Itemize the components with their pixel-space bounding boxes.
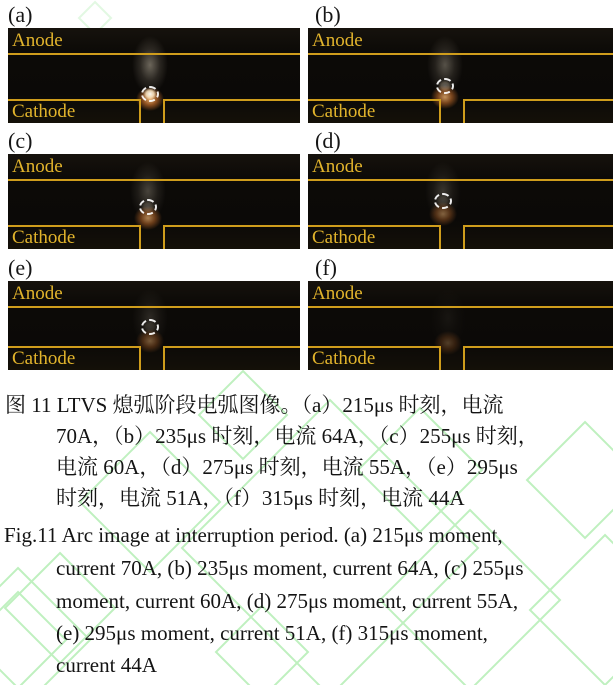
panel-cell-f [308, 255, 613, 370]
anode-label: Anode [312, 156, 363, 177]
caption-zh-line-2: 70A，（b）235μs 时刻，电流 64A，（c）255μs 时刻， [56, 424, 539, 448]
anode-label: Anode [12, 283, 63, 304]
arc-image-panel-a [8, 28, 300, 123]
panel-cell-e [8, 255, 300, 370]
arc-image-panel-d [308, 154, 613, 249]
panel-cell-c [8, 128, 300, 249]
anode-line [8, 179, 300, 181]
dashed-circle-annotation [141, 86, 159, 102]
dashed-circle-annotation [436, 78, 454, 94]
cathode-block-right [163, 99, 300, 123]
dashed-circle-annotation [434, 193, 452, 209]
panel-label: (e) [8, 255, 33, 280]
panel-cell-d [308, 128, 613, 249]
caption-en-line-4: (e) 295μs moment, current 51A, (f) 315μs moment, [56, 621, 488, 645]
cathode-label: Cathode [12, 227, 76, 248]
anode-line [308, 306, 613, 308]
cathode-block-right [163, 346, 300, 370]
cathode-block-right [463, 99, 613, 123]
anode-label: Anode [12, 30, 63, 51]
cathode-label: Cathode [312, 348, 376, 369]
caption-zh-line-3: 电流 60A，（d）275μs 时刻，电流 55A，（e）295μs [56, 455, 518, 479]
anode-label: Anode [312, 283, 363, 304]
cathode-label: Cathode [12, 348, 76, 369]
anode-line [8, 306, 300, 308]
panel-label: (d) [315, 128, 341, 153]
anode-label: Anode [12, 156, 63, 177]
arc-image-panel-e [8, 281, 300, 370]
cathode-block-right [463, 225, 613, 249]
cathode-block-right [463, 346, 613, 370]
arc-image-panel-b [308, 28, 613, 123]
dashed-circle-annotation [141, 319, 159, 335]
anode-line [308, 179, 613, 181]
panel-cell-a [8, 2, 300, 123]
anode-line [8, 53, 300, 55]
anode-line [308, 53, 613, 55]
caption-en-line-3: moment, current 60A, (d) 275μs moment, current 55A, [56, 589, 519, 613]
panel-label: (f) [315, 255, 337, 280]
caption-en-line-1: Fig.11 Arc image at interruption period. (a) 215μs moment, [4, 523, 503, 547]
anode-label: Anode [312, 30, 363, 51]
caption-zh-line-4: 时刻，电流 51A，（f）315μs 时刻，电流 44A [56, 486, 465, 510]
panel-cell-b [308, 2, 613, 123]
caption-en-line-2: current 70A, (b) 235μs moment, current 64A, (c) 255μs [56, 556, 524, 580]
caption-zh-line-1: 图 11 LTVS 熄弧阶段电弧图像。（a）215μs 时刻，电流 [5, 393, 504, 417]
panel-label: (c) [8, 128, 33, 153]
caption-en-line-5: current 44A [56, 653, 157, 677]
cathode-label: Cathode [312, 101, 376, 122]
arc-image-panel-f [308, 281, 613, 370]
cathode-label: Cathode [12, 101, 76, 122]
arc-image-panel-c [8, 154, 300, 249]
panel-label: (b) [315, 2, 341, 27]
dashed-circle-annotation [139, 199, 157, 215]
cathode-label: Cathode [312, 227, 376, 248]
cathode-block-right [163, 225, 300, 249]
panel-label: (a) [8, 2, 33, 27]
